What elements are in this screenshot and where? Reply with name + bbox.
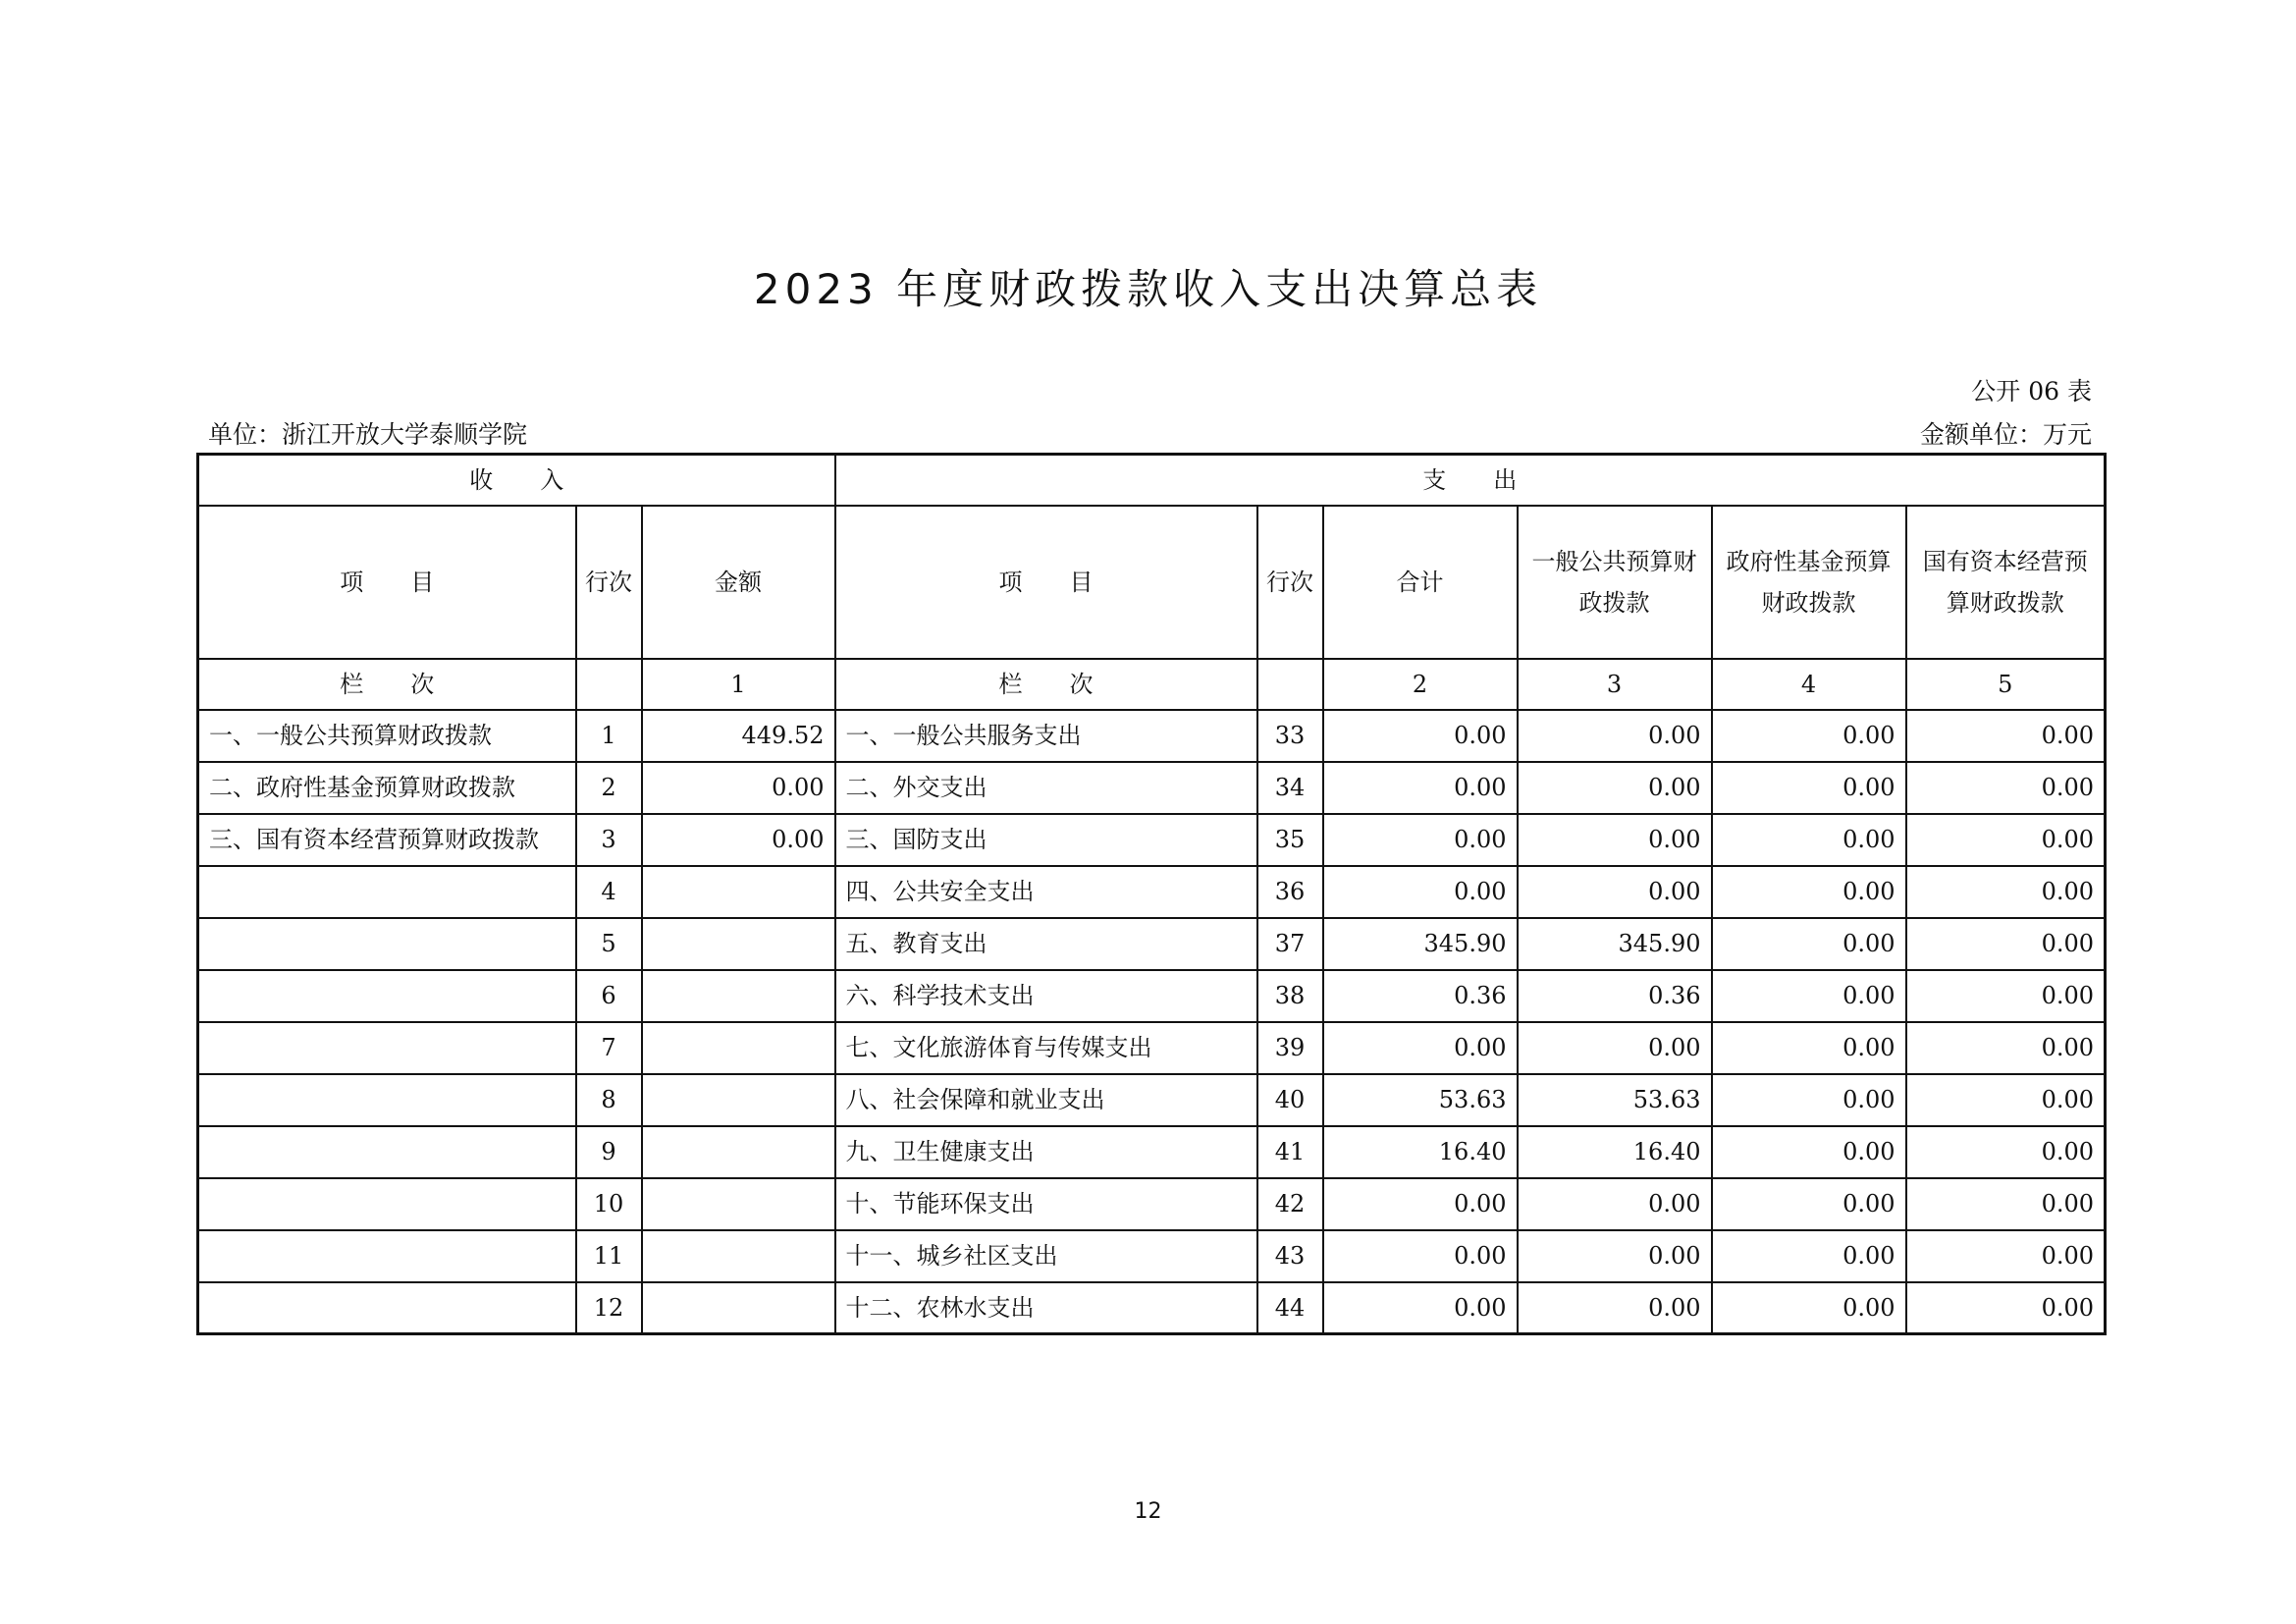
expense-row-number-cell: 42 bbox=[1257, 1178, 1323, 1230]
income-row-number-cell: 6 bbox=[576, 970, 642, 1022]
expense-row-number-cell: 41 bbox=[1257, 1126, 1323, 1178]
income-amount-cell bbox=[642, 1282, 835, 1334]
income-item-cell bbox=[198, 1178, 576, 1230]
income-item-cell bbox=[198, 1230, 576, 1282]
income-amount-cell bbox=[642, 1074, 835, 1126]
expense-row-number-cell: 39 bbox=[1257, 1022, 1323, 1074]
income-amount-cell bbox=[642, 1126, 835, 1178]
table-row bbox=[198, 1282, 2106, 1334]
column-index-capital: 5 bbox=[1906, 659, 2106, 710]
column-index-label: 栏 次 bbox=[835, 659, 1257, 710]
expense-general-cell: 0.00 bbox=[1518, 762, 1712, 814]
expense-capital-cell: 0.00 bbox=[1906, 762, 2106, 814]
expense-general-cell: 345.90 bbox=[1518, 918, 1712, 970]
column-index-fund: 4 bbox=[1712, 659, 1906, 710]
income-amount-cell bbox=[642, 970, 835, 1022]
expense-total-cell: 0.00 bbox=[1323, 1230, 1518, 1282]
column-index-total: 2 bbox=[1323, 659, 1518, 710]
header-expense-row-no: 行次 bbox=[1257, 506, 1323, 659]
income-item-cell: 三、国有资本经营预算财政拨款 bbox=[198, 814, 576, 866]
income-item-cell: 一、一般公共预算财政拨款 bbox=[198, 710, 576, 762]
expense-row-number-cell: 44 bbox=[1257, 1282, 1323, 1334]
income-item-cell bbox=[198, 1282, 576, 1334]
expense-general-cell: 0.00 bbox=[1518, 710, 1712, 762]
expense-capital-cell: 0.00 bbox=[1906, 1022, 2106, 1074]
column-index-general: 3 bbox=[1518, 659, 1712, 710]
income-row-number-cell: 3 bbox=[576, 814, 642, 866]
header-income-item: 项 目 bbox=[198, 506, 576, 659]
expense-total-cell: 345.90 bbox=[1323, 918, 1518, 970]
expense-fund-cell: 0.00 bbox=[1712, 1074, 1906, 1126]
expense-row-number-cell: 43 bbox=[1257, 1230, 1323, 1282]
expense-total-cell: 16.40 bbox=[1323, 1126, 1518, 1178]
column-index-label: 栏 次 bbox=[198, 659, 576, 710]
income-item-cell bbox=[198, 866, 576, 918]
expense-item-cell: 十一、城乡社区支出 bbox=[835, 1230, 1257, 1282]
income-item-cell bbox=[198, 1022, 576, 1074]
table-body bbox=[198, 710, 2106, 1334]
expense-fund-cell: 0.00 bbox=[1712, 814, 1906, 866]
expense-general-cell: 0.00 bbox=[1518, 1022, 1712, 1074]
expense-capital-cell: 0.00 bbox=[1906, 866, 2106, 918]
expense-general-cell: 16.40 bbox=[1518, 1126, 1712, 1178]
currency-unit: 金额单位：万元 bbox=[1919, 420, 2092, 449]
expense-capital-cell: 0.00 bbox=[1906, 710, 2106, 762]
income-item-cell bbox=[198, 1074, 576, 1126]
section-header-row bbox=[198, 455, 2106, 506]
header-expense-item: 项 目 bbox=[835, 506, 1257, 659]
expense-row-number-cell: 40 bbox=[1257, 1074, 1323, 1126]
page-number: 12 bbox=[1134, 1499, 1162, 1524]
income-row-number-cell: 5 bbox=[576, 918, 642, 970]
income-row-number-cell: 9 bbox=[576, 1126, 642, 1178]
expense-row-number-cell: 35 bbox=[1257, 814, 1323, 866]
expense-capital-cell: 0.00 bbox=[1906, 1178, 2106, 1230]
expense-fund-cell: 0.00 bbox=[1712, 1178, 1906, 1230]
expense-fund-cell: 0.00 bbox=[1712, 866, 1906, 918]
header-income-row-no: 行次 bbox=[576, 506, 642, 659]
expense-fund-cell: 0.00 bbox=[1712, 970, 1906, 1022]
expense-item-cell: 七、文化旅游体育与传媒支出 bbox=[835, 1022, 1257, 1074]
reporting-unit: 单位：浙江开放大学泰顺学院 bbox=[208, 420, 528, 449]
expense-row-number-cell: 38 bbox=[1257, 970, 1323, 1022]
expense-total-cell: 0.00 bbox=[1323, 762, 1518, 814]
column-index-row bbox=[198, 659, 2106, 710]
table-row bbox=[198, 1178, 2106, 1230]
expense-item-cell: 一、一般公共服务支出 bbox=[835, 710, 1257, 762]
expense-general-cell: 53.63 bbox=[1518, 1074, 1712, 1126]
form-number: 公开 06 表 bbox=[1971, 377, 2092, 406]
income-amount-cell: 0.00 bbox=[642, 762, 835, 814]
expense-fund-cell: 0.00 bbox=[1712, 762, 1906, 814]
table-row bbox=[198, 762, 2106, 814]
expense-total-cell: 0.00 bbox=[1323, 1282, 1518, 1334]
income-row-number-cell: 10 bbox=[576, 1178, 642, 1230]
appropriation-table bbox=[196, 453, 2107, 1335]
income-amount-cell bbox=[642, 1022, 835, 1074]
expense-total-cell: 0.00 bbox=[1323, 814, 1518, 866]
expense-total-cell: 0.36 bbox=[1323, 970, 1518, 1022]
income-item-cell bbox=[198, 918, 576, 970]
income-row-number-cell: 2 bbox=[576, 762, 642, 814]
income-section-header: 收 入 bbox=[198, 455, 835, 506]
expense-capital-cell: 0.00 bbox=[1906, 918, 2106, 970]
expense-item-cell: 十二、农林水支出 bbox=[835, 1282, 1257, 1334]
expense-total-cell: 0.00 bbox=[1323, 1178, 1518, 1230]
expense-total-cell: 0.00 bbox=[1323, 710, 1518, 762]
income-amount-cell bbox=[642, 1230, 835, 1282]
income-item-cell bbox=[198, 1126, 576, 1178]
expense-total-cell: 0.00 bbox=[1323, 866, 1518, 918]
table-row bbox=[198, 814, 2106, 866]
expense-section-header: 支 出 bbox=[835, 455, 2106, 506]
expense-fund-cell: 0.00 bbox=[1712, 1022, 1906, 1074]
expense-capital-cell: 0.00 bbox=[1906, 1126, 2106, 1178]
expense-fund-cell: 0.00 bbox=[1712, 710, 1906, 762]
column-header-row bbox=[198, 506, 2106, 659]
expense-item-cell: 三、国防支出 bbox=[835, 814, 1257, 866]
expense-row-number-cell: 37 bbox=[1257, 918, 1323, 970]
expense-row-number-cell: 33 bbox=[1257, 710, 1323, 762]
expense-item-cell: 八、社会保障和就业支出 bbox=[835, 1074, 1257, 1126]
expense-capital-cell: 0.00 bbox=[1906, 1230, 2106, 1282]
header-income-amount: 金额 bbox=[642, 506, 835, 659]
income-amount-cell: 449.52 bbox=[642, 710, 835, 762]
income-row-number-cell: 12 bbox=[576, 1282, 642, 1334]
expense-item-cell: 六、科学技术支出 bbox=[835, 970, 1257, 1022]
table-row bbox=[198, 866, 2106, 918]
expense-fund-cell: 0.00 bbox=[1712, 1282, 1906, 1334]
expense-total-cell: 53.63 bbox=[1323, 1074, 1518, 1126]
column-index-blank bbox=[1257, 659, 1323, 710]
income-amount-cell bbox=[642, 866, 835, 918]
column-index-amount: 1 bbox=[642, 659, 835, 710]
income-row-number-cell: 1 bbox=[576, 710, 642, 762]
table-row bbox=[198, 1230, 2106, 1282]
expense-general-cell: 0.00 bbox=[1518, 814, 1712, 866]
table-row bbox=[198, 918, 2106, 970]
expense-item-cell: 十、节能环保支出 bbox=[835, 1178, 1257, 1230]
expense-general-cell: 0.00 bbox=[1518, 866, 1712, 918]
expense-capital-cell: 0.00 bbox=[1906, 1282, 2106, 1334]
expense-capital-cell: 0.00 bbox=[1906, 1074, 2106, 1126]
income-amount-cell bbox=[642, 1178, 835, 1230]
header-expense-capital: 国有资本经营预算财政拨款 bbox=[1906, 506, 2106, 659]
income-row-number-cell: 7 bbox=[576, 1022, 642, 1074]
header-expense-fund: 政府性基金预算财政拨款 bbox=[1712, 506, 1906, 659]
expense-general-cell: 0.00 bbox=[1518, 1282, 1712, 1334]
table-row bbox=[198, 970, 2106, 1022]
income-amount-cell: 0.00 bbox=[642, 814, 835, 866]
income-row-number-cell: 11 bbox=[576, 1230, 642, 1282]
expense-total-cell: 0.00 bbox=[1323, 1022, 1518, 1074]
header-expense-total: 合计 bbox=[1323, 506, 1518, 659]
income-amount-cell bbox=[642, 918, 835, 970]
income-item-cell bbox=[198, 970, 576, 1022]
expense-item-cell: 九、卫生健康支出 bbox=[835, 1126, 1257, 1178]
table-row bbox=[198, 710, 2106, 762]
expense-item-cell: 二、外交支出 bbox=[835, 762, 1257, 814]
income-row-number-cell: 4 bbox=[576, 866, 642, 918]
expense-general-cell: 0.36 bbox=[1518, 970, 1712, 1022]
expense-row-number-cell: 34 bbox=[1257, 762, 1323, 814]
table-row bbox=[198, 1074, 2106, 1126]
expense-general-cell: 0.00 bbox=[1518, 1178, 1712, 1230]
expense-fund-cell: 0.00 bbox=[1712, 918, 1906, 970]
expense-row-number-cell: 36 bbox=[1257, 866, 1323, 918]
table-row bbox=[198, 1126, 2106, 1178]
income-item-cell: 二、政府性基金预算财政拨款 bbox=[198, 762, 576, 814]
income-row-number-cell: 8 bbox=[576, 1074, 642, 1126]
expense-item-cell: 五、教育支出 bbox=[835, 918, 1257, 970]
expense-general-cell: 0.00 bbox=[1518, 1230, 1712, 1282]
column-index-blank bbox=[576, 659, 642, 710]
expense-fund-cell: 0.00 bbox=[1712, 1230, 1906, 1282]
expense-capital-cell: 0.00 bbox=[1906, 970, 2106, 1022]
expense-capital-cell: 0.00 bbox=[1906, 814, 2106, 866]
page-title: 2023 年度财政拨款收入支出决算总表 bbox=[753, 265, 1543, 313]
header-expense-general: 一般公共预算财政拨款 bbox=[1518, 506, 1712, 659]
expense-item-cell: 四、公共安全支出 bbox=[835, 866, 1257, 918]
table-row bbox=[198, 1022, 2106, 1074]
expense-fund-cell: 0.00 bbox=[1712, 1126, 1906, 1178]
